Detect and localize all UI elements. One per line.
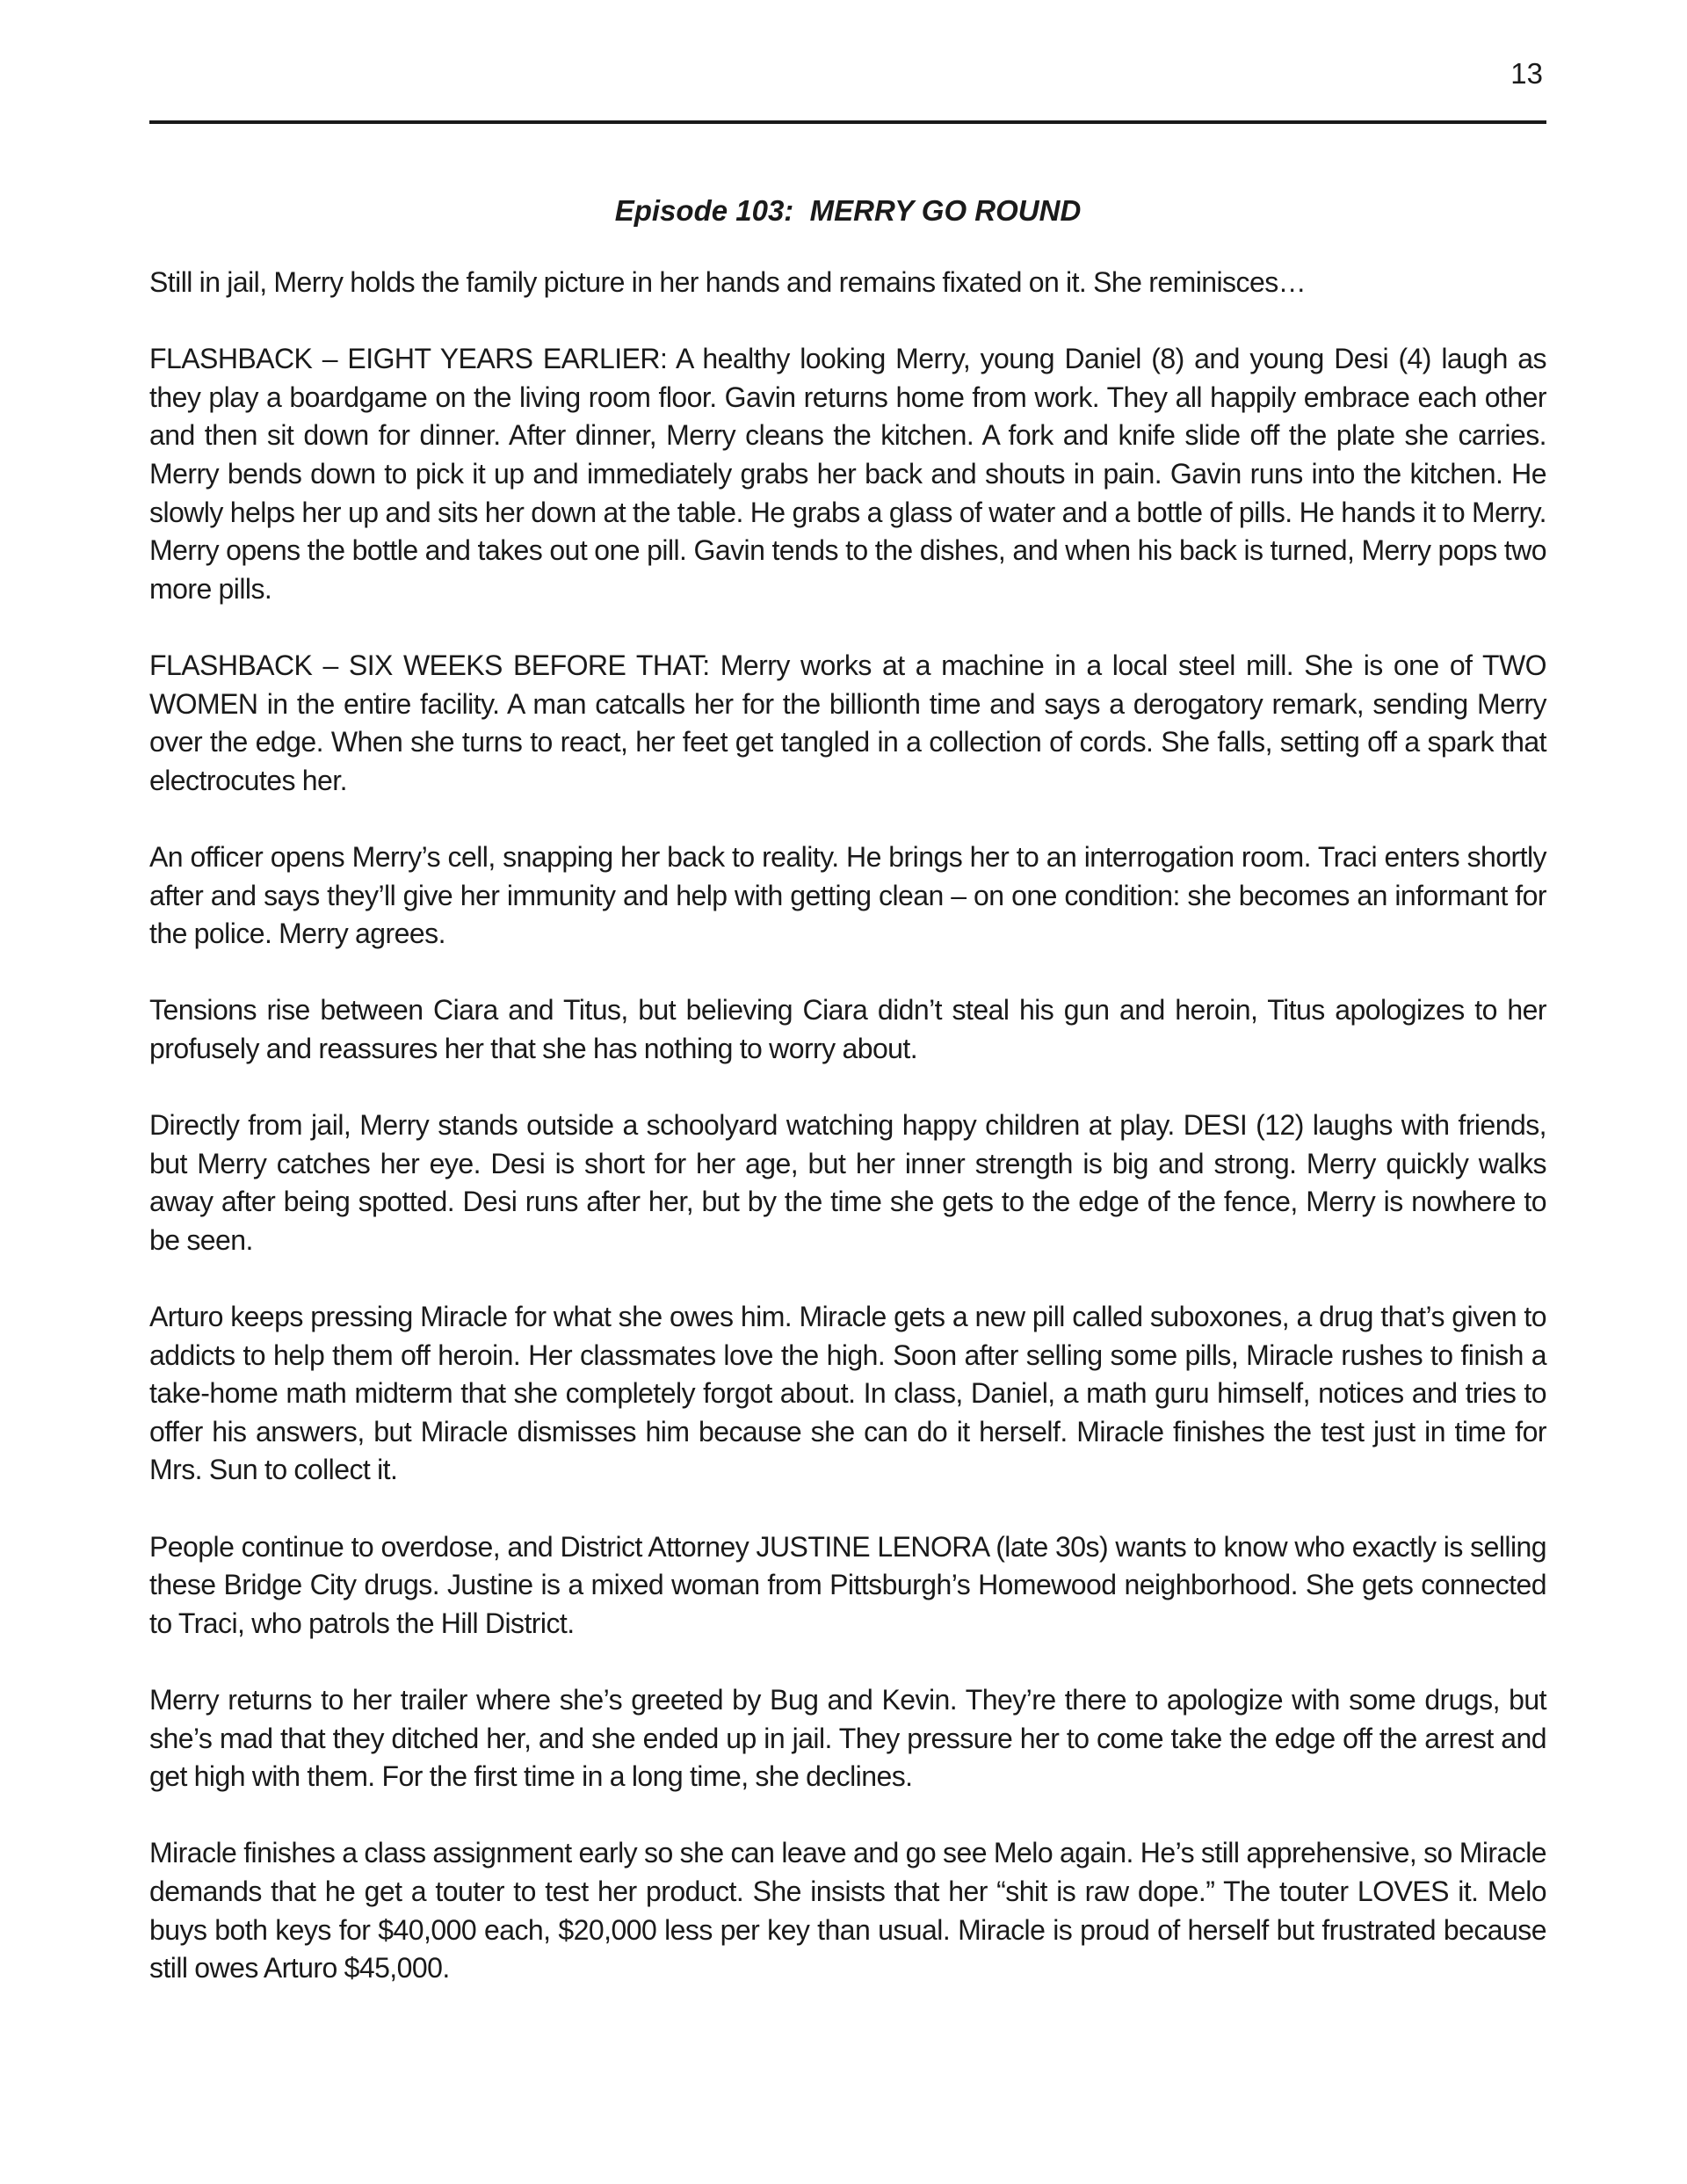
- paragraph-district-attorney: People continue to overdose, and District Attorney JUSTINE LENORA (late 30s) wants to know who exactly is selling these Bridge City drugs. Justine is a mixed woman from Pittsburgh’s Homewood neighborhood. She gets connected to Traci, who patrols the Hill District.: [149, 1530, 1546, 1639]
- paragraph-flashback-six-weeks: FLASHBACK – SIX WEEKS BEFORE THAT: Merry works at a machine in a local steel mill. She is one of TWO WOMEN in the entire facility. A man catcalls her for the billionth time and says a derogatory remark, sending Merry over the edge. When she turns to react, her feet get tangled in a collection of cords. She falls, setting off a spark that electrocutes her.: [149, 649, 1546, 796]
- paragraph-flashback-eight-years: FLASHBACK – EIGHT YEARS EARLIER: A healthy looking Merry, young Daniel (8) and young Desi (4) laugh as they play a boardgame on the living room floor. Gavin returns home from work. They all happily embrace each other and then sit down for dinner. After dinner, Merry cleans the kitchen. A fork and knife slide off the plate she carries. Merry bends down to pick it up and immediately grabs her back and shouts in pain. Gavin runs into the kitchen. He slowly helps her up and sits her down at the table. He grabs a glass of water and a bottle of pills. He hands it to Merry. Merry opens the bottle and takes out one pill. Gavin tends to the dishes, and when his back is turned, Merry pops two more pills.: [149, 343, 1546, 605]
- paragraph-trailer: Merry returns to her trailer where she’s greeted by Bug and Kevin. They’re there to apologize with some drugs, but she’s mad that they ditched her, and she ended up in jail. They pressure her to come take the edge off the arrest and get high with them. For the first time in a long time, she declines.: [149, 1683, 1546, 1793]
- paragraph-officer-cell: An officer opens Merry’s cell, snapping her back to reality. He brings her to an interrogation room. Traci enters shortly after and says they’ll give her immunity and help with getting clean – on one condition: she becomes an informant for the police. Merry agrees.: [149, 840, 1546, 950]
- paragraph-arturo-miracle: Arturo keeps pressing Miracle for what she owes him. Miracle gets a new pill called suboxones, a drug that’s given to addicts to help them off heroin. Her classmates love the high. Soon after selling some pills, Miracle rushes to finish a take-home math midterm that she completely forgot about. In class, Daniel, a math guru himself, notices and tries to offer his answers, but Miracle dismisses him because she can do it herself. Miracle finishes the test just in time for Mrs. Sun to collect it.: [149, 1301, 1546, 1486]
- paragraph-ciara-titus: Tensions rise between Ciara and Titus, but believing Ciara didn’t steal his gun and heroin, Titus apologizes to her profusely and reassures her that she has nothing to worry about.: [149, 994, 1546, 1064]
- paragraph-melo-deal: Miracle finishes a class assignment early so she can leave and go see Melo again. He’s still apprehensive, so Miracle demands that he get a touter to test her product. She insists that her “shit is raw dope.” The touter LOVES it. Melo buys both keys for $40,000 each, $20,000 less per key than usual. Miracle is proud of herself but frustrated because still owes Arturo $45,000.: [149, 1837, 1546, 1984]
- header-rule: [149, 120, 1546, 124]
- document-body: [149, 192, 1546, 1988]
- paragraph-jail-reminisce: Still in jail, Merry holds the family picture in her hands and remains fixated on it. She reminisces…: [149, 266, 1307, 298]
- paragraph-schoolyard: Directly from jail, Merry stands outside a schoolyard watching happy children at play. DESI (12) laughs with friends, but Merry catches her eye. Desi is short for her age, but her inner strength is big and strong. Merry quickly walks away after being spotted. Desi runs after her, but by the time she gets to the edge of the fence, Merry is nowhere to be seen.: [149, 1109, 1546, 1256]
- episode-title: Episode 103: MERRY GO ROUND: [614, 194, 1082, 227]
- page-number: 13: [1510, 57, 1543, 90]
